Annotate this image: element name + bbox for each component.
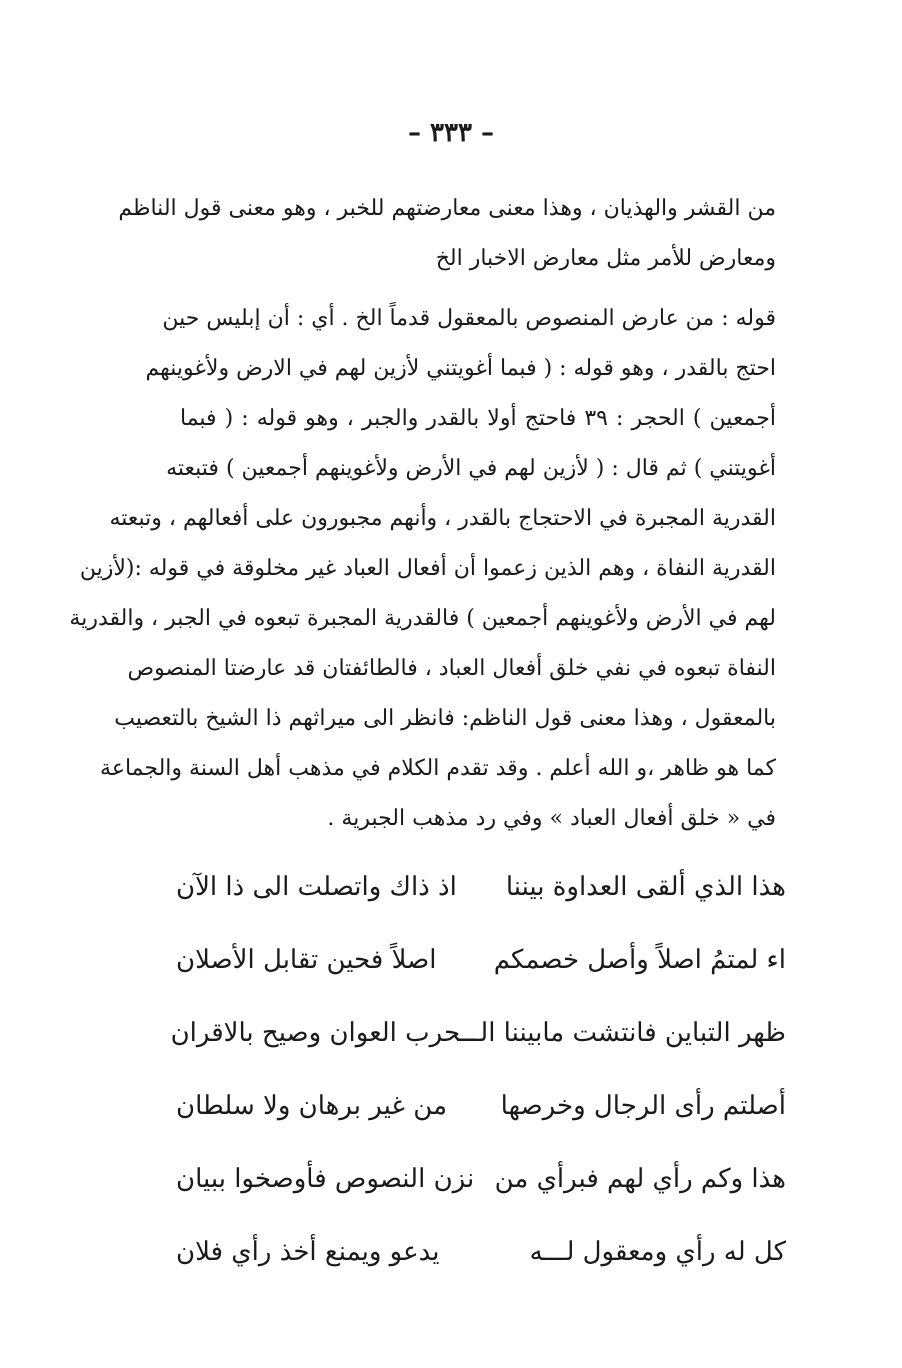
text-line: في « خلق أفعال العباد » وفي رد مذهب الجبرية . — [327, 806, 776, 831]
verse — [176, 850, 786, 923]
text-line: أجمعين ) الحجر : ٣٩ فاحتج أولا بالقدر والجبر ، وهو قوله : ( فبما — [180, 406, 776, 431]
poem — [170, 850, 786, 1288]
verse-first-hemistich: هذا وكم رأي لهم فبرأي من — [494, 1163, 786, 1194]
text-line: ومعارض للأمر مثل معارض الاخبار الخ — [435, 246, 776, 271]
verse — [176, 1142, 786, 1215]
verse — [170, 996, 786, 1069]
page-number: – ٣٣٣ – — [407, 118, 495, 148]
verse-second-hemistich: من غير برهان ولا سلطان — [176, 1090, 447, 1121]
paragraph-intro — [118, 184, 776, 284]
text-line: قوله : من عارض المنصوص بالمعقول قدماً الخ . أي : أن إبليس حين — [162, 306, 776, 331]
verse-first-hemistich: أصلتم رأى الرجال وخرصها — [500, 1090, 786, 1121]
verse — [176, 1215, 786, 1288]
verse-second-hemistich: يدعو ويمنع أخذ رأي فلان — [176, 1236, 440, 1267]
verse — [176, 923, 786, 996]
paragraph-commentary — [69, 294, 776, 844]
verse — [176, 1069, 786, 1142]
text-line: من القشر والهذيان ، وهذا معنى معارضتهم للخبر ، وهو معنى قول الناظم — [118, 196, 776, 221]
verse-first-hemistich: ظهر التباين فانتشت مابيننا الـــ — [457, 1017, 786, 1048]
text-line: لهم في الأرض ولأغوينهم أجمعين ) فالقدرية المجبرة تبعوه في الجبر ، والقدرية — [69, 606, 776, 631]
verse-second-hemistich: اصلاً فحين تقابل الأصلان — [176, 944, 437, 975]
text-line: كما هو ظاهر ،و الله أعلم . وقد تقدم الكلام في مذهب أهل السنة والجماعة — [100, 756, 776, 781]
verse-first-hemistich: هذا الذي ألقى العداوة بيننا — [505, 871, 786, 902]
verse-second-hemistich: ــحرب العوان وصيح بالاقران — [170, 1017, 476, 1048]
text-line: أغويتني ) ثم قال : ( لأزين لهم في الأرض ولأغوينهم أجمعين ) فتبعته — [166, 456, 776, 481]
verse-first-hemistich: كل له رأي ومعقول لـــه — [529, 1236, 786, 1267]
verse-second-hemistich: نزن النصوص فأوصخوا ببيان — [176, 1163, 475, 1194]
prose-body — [69, 184, 776, 844]
text-line: القدرية المجبرة في الاحتجاج بالقدر ، وأنهم مجبورون على أفعالهم ، وتبعته — [109, 506, 776, 531]
text-line: بالمعقول ، وهذا معنى قول الناظم: فانظر الى ميراثهم ذا الشيخ بالتعصيب — [114, 706, 776, 731]
verse-second-hemistich: اذ ذاك واتصلت الى ذا الآن — [176, 871, 457, 902]
text-line: القدرية النفاة ، وهم الذين زعموا أن أفعال العباد غير مخلوقة في قوله :(لأزين — [79, 556, 776, 581]
text-line: النفاة تبعوه في نفي خلق أفعال العباد ، فالطائفتان قد عارضتا المنصوص — [127, 656, 776, 681]
verse-first-hemistich: اء لمتمُ اصلاً وأصل خصمكم — [493, 944, 786, 975]
text-line: احتج بالقدر ، وهو قوله : ( فبما أغويتني لأزين لهم في الارض ولأغوينهم — [145, 356, 776, 381]
